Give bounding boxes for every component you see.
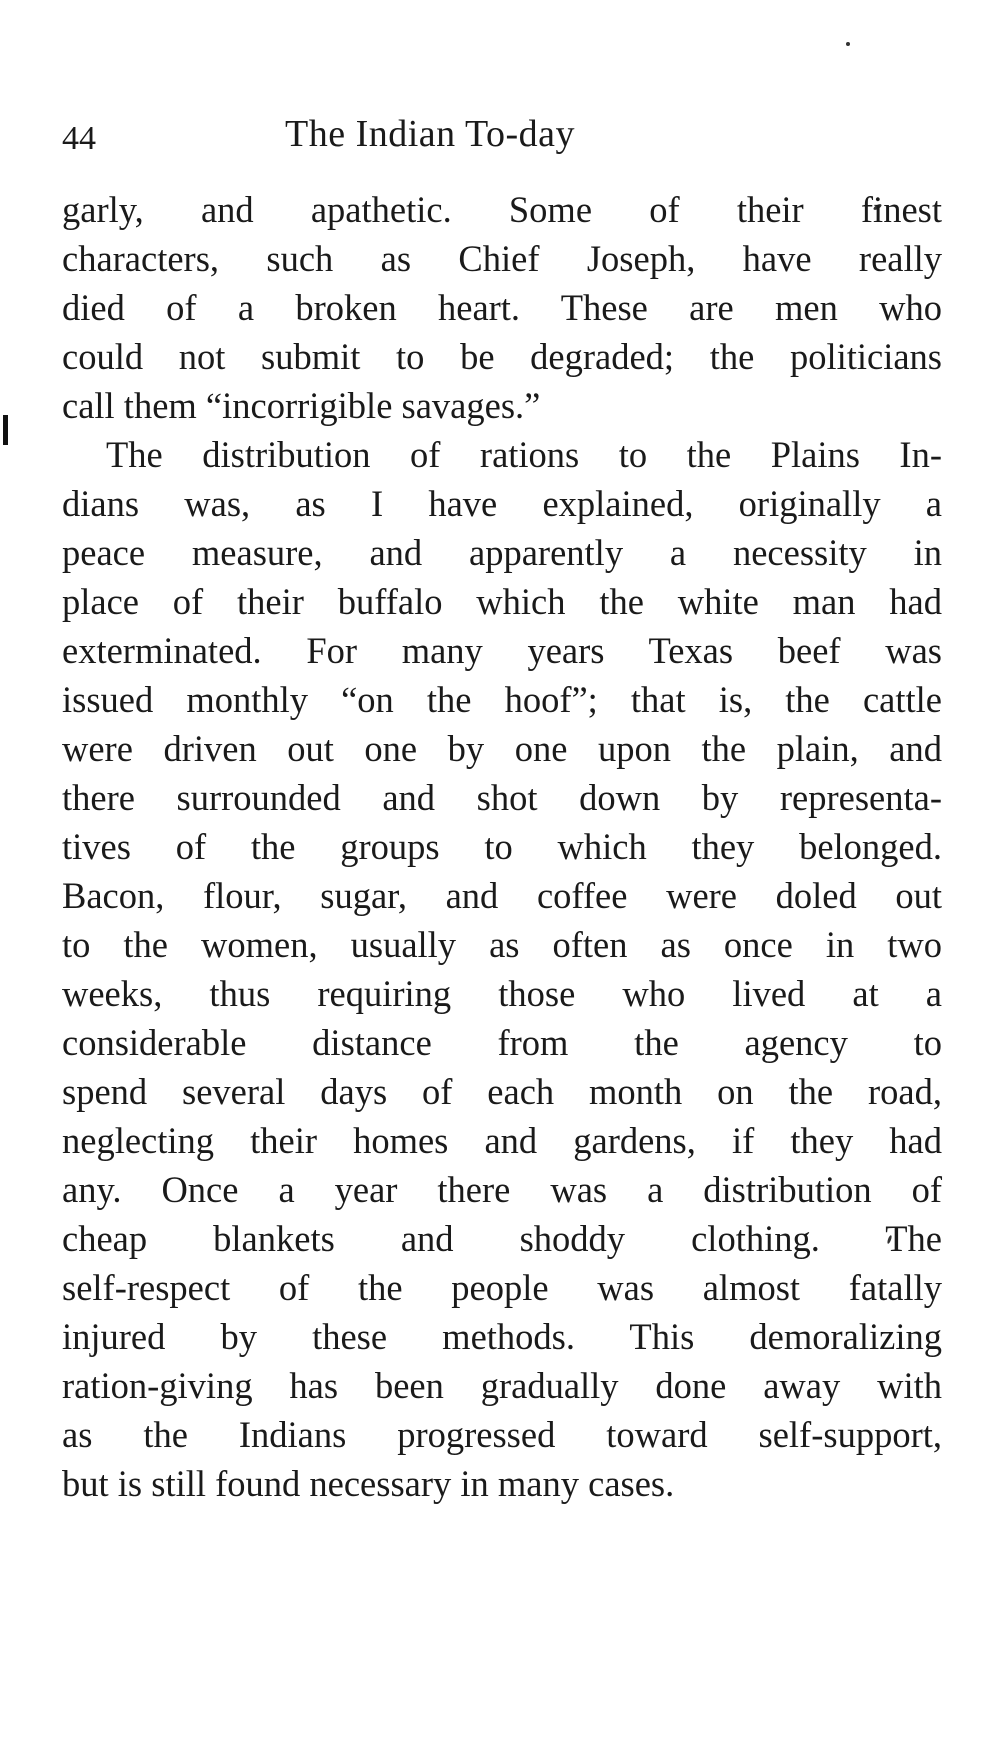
text-line: weeks, thus requiring those who lived at a: [62, 973, 942, 1014]
text-line: place of their buffalo which the white man had: [62, 581, 942, 622]
text-line: characters, such as Chief Joseph, have really: [62, 238, 942, 279]
page-header: [62, 112, 942, 162]
text-line: but is still found necessary in many cases.: [62, 1463, 675, 1504]
text-line: considerable distance from the agency to: [62, 1022, 942, 1063]
text-line: were driven out one by one upon the plain, and: [62, 728, 942, 769]
text-line: spend several days of each month on the road,: [62, 1071, 942, 1112]
text-line: Bacon, flour, sugar, and coffee were doled out: [62, 875, 942, 916]
text-line: as the Indians progressed toward self-support,: [62, 1414, 942, 1455]
text-line: there surrounded and shot down by representa-: [62, 777, 942, 818]
text-line: could not submit to be degraded; the politicians: [62, 336, 942, 377]
paragraph-1: [62, 185, 942, 430]
text-line: died of a broken heart. These are men who: [62, 287, 942, 328]
text-line: neglecting their homes and gardens, if they had: [62, 1120, 942, 1161]
text-line: exterminated. For many years Texas beef was: [62, 630, 942, 671]
text-line: cheap blankets and shoddy clothing. The: [62, 1218, 942, 1259]
text-line: The distribution of rations to the Plains In-: [106, 434, 942, 475]
page-number: 44: [62, 120, 96, 157]
body-text: [62, 185, 942, 1508]
text-line: issued monthly “on the hoof”; that is, the cattle: [62, 679, 942, 720]
page-speck: [846, 42, 850, 46]
text-line: ration-giving has been gradually done away with: [62, 1365, 942, 1406]
running-head: The Indian To-day: [285, 113, 576, 155]
text-line: garly, and apathetic. Some of their finest: [62, 189, 942, 230]
text-line: peace measure, and apparently a necessity in: [62, 532, 942, 573]
text-line: tives of the groups to which they belonged.: [62, 826, 942, 867]
text-line: to the women, usually as often as once in two: [62, 924, 942, 965]
text-line: dians was, as I have explained, originally a: [62, 483, 942, 524]
text-line: any. Once a year there was a distribution of: [62, 1169, 942, 1210]
text-line: injured by these methods. This demoralizing: [62, 1316, 942, 1357]
text-line: self-respect of the people was almost fatally: [62, 1267, 942, 1308]
text-line: call them “incorrigible savages.”: [62, 385, 541, 426]
margin-mark: [3, 415, 8, 445]
paragraph-2: [62, 430, 942, 1508]
